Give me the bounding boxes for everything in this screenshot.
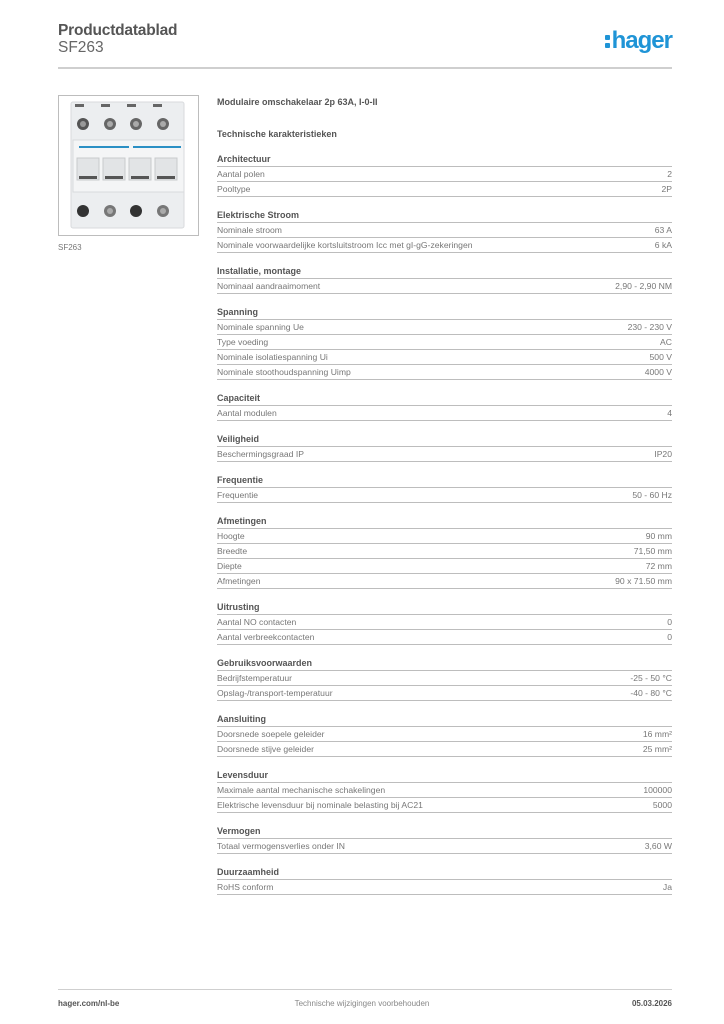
footer-divider (58, 989, 672, 990)
header-divider (58, 67, 672, 69)
spec-label: Doorsnede soepele geleider (217, 729, 325, 739)
section-heading: Uitrusting (217, 601, 672, 615)
spec-value: 25 mm² (642, 744, 672, 754)
spec-label: Nominale stroom (217, 225, 282, 235)
spec-value: 2P (661, 184, 672, 194)
spec-label: Breedte (217, 546, 248, 556)
spec-row (217, 616, 672, 630)
spec-value: 3,60 W (644, 841, 672, 851)
spec-section (217, 153, 672, 197)
spec-label: Maximale aantal mechanische schakelingen (217, 785, 386, 795)
section-heading: Aansluiting (217, 713, 672, 727)
spec-column (217, 95, 672, 895)
spec-row (217, 545, 672, 559)
section-heading: Frequentie (217, 474, 672, 488)
section-heading: Gebruiksvoorwaarden (217, 657, 672, 671)
spec-row (217, 799, 672, 813)
spec-label: Nominale spanning Ue (217, 322, 304, 332)
spec-value: 4000 V (644, 367, 672, 377)
spec-section (217, 825, 672, 854)
spec-value: 0 (667, 617, 672, 627)
spec-row (217, 239, 672, 253)
section-heading: Elektrische Stroom (217, 209, 672, 223)
footer-notice: Technische wijzigingen voorbehouden (294, 999, 430, 1008)
spec-row (217, 280, 672, 294)
spec-value: 500 V (649, 352, 672, 362)
spec-label: Hoogte (217, 531, 245, 541)
spec-value: 6 kA (654, 240, 672, 250)
spec-value: 230 - 230 V (627, 322, 672, 332)
spec-section (217, 392, 672, 421)
spec-row (217, 784, 672, 798)
spec-row (217, 321, 672, 335)
spec-value: 0 (667, 632, 672, 642)
switch-device-illustration (59, 96, 198, 235)
spec-section (217, 769, 672, 813)
spec-row (217, 575, 672, 589)
section-heading: Duurzaamheid (217, 866, 672, 880)
product-title: Modulaire omschakelaar 2p 63A, I-0-II (217, 97, 378, 107)
spec-row (217, 560, 672, 574)
spec-label: Nominaal aandraaimoment (217, 281, 321, 291)
spec-section (217, 265, 672, 294)
product-image (58, 95, 199, 236)
spec-value: Ja (662, 882, 672, 892)
section-heading: Capaciteit (217, 392, 672, 406)
spec-value: 90 x 71.50 mm (615, 576, 672, 586)
section-heading: Architectuur (217, 153, 672, 167)
section-heading: Vermogen (217, 825, 672, 839)
spec-sections (217, 153, 672, 895)
spec-label: Nominale isolatiespanning Ui (217, 352, 328, 362)
spec-row (217, 631, 672, 645)
document-title: Productdatablad (58, 22, 178, 39)
spec-label: Afmetingen (217, 576, 261, 586)
spec-label: Aantal verbreekcontacten (217, 632, 315, 642)
spec-section (217, 474, 672, 503)
spec-label: Doorsnede stijve geleider (217, 744, 314, 754)
spec-section (217, 209, 672, 253)
spec-row (217, 336, 672, 350)
spec-label: Elektrische levensduur bij nominale belasting bij AC21 (217, 800, 423, 810)
spec-value: 100000 (643, 785, 672, 795)
spec-value: 63 A (654, 225, 672, 235)
logo-colon-icon (605, 30, 610, 48)
spec-value: 5000 (652, 800, 672, 810)
spec-value: 72 mm (645, 561, 672, 571)
tech-heading: Technische karakteristieken (217, 129, 337, 139)
spec-value: 2 (667, 169, 672, 179)
hager-logo (605, 27, 672, 55)
spec-label: Diepte (217, 561, 242, 571)
spec-label: Beschermingsgraad IP (217, 449, 304, 459)
spec-value: -40 - 80 °C (630, 688, 672, 698)
spec-section (217, 433, 672, 462)
spec-label: Totaal vermogensverlies onder IN (217, 841, 346, 851)
spec-label: Nominale voorwaardelijke kortsluitstroom Icc met gI-gG-zekeringen (217, 240, 473, 250)
spec-row (217, 687, 672, 701)
spec-row (217, 183, 672, 197)
spec-value: 2,90 - 2,90 NM (615, 281, 672, 291)
spec-label: Aantal NO contacten (217, 617, 297, 627)
section-heading: Levensduur (217, 769, 672, 783)
section-heading: Installatie, montage (217, 265, 672, 279)
section-heading: Afmetingen (217, 515, 672, 529)
spec-row (217, 728, 672, 742)
spec-row (217, 743, 672, 757)
spec-row (217, 530, 672, 544)
spec-value: IP20 (654, 449, 672, 459)
spec-value: -25 - 50 °C (630, 673, 672, 683)
spec-label: Opslag-/transport-temperatuur (217, 688, 333, 698)
spec-row (217, 351, 672, 365)
spec-value: AC (660, 337, 672, 347)
spec-section (217, 306, 672, 380)
spec-label: Nominale stoothoudspanning Uimp (217, 367, 351, 377)
spec-section (217, 657, 672, 701)
section-heading: Veiligheid (217, 433, 672, 447)
spec-label: Aantal polen (217, 169, 265, 179)
spec-value: 90 mm (645, 531, 672, 541)
spec-row (217, 407, 672, 421)
spec-row (217, 881, 672, 895)
spec-value: 4 (667, 408, 672, 418)
footer-date: 05.03.2026 (631, 999, 672, 1008)
spec-section (217, 713, 672, 757)
spec-row (217, 224, 672, 238)
spec-section (217, 866, 672, 895)
spec-label: Aantal modulen (217, 408, 277, 418)
spec-row (217, 448, 672, 462)
spec-row (217, 672, 672, 686)
spec-label: Bedrijfstemperatuur (217, 673, 292, 683)
footer-website[interactable]: hager.com/nl-be (58, 999, 120, 1008)
spec-section (217, 515, 672, 589)
spec-row (217, 366, 672, 380)
image-caption: SF263 (58, 243, 82, 252)
spec-value: 50 - 60 Hz (632, 490, 672, 500)
spec-label: Pooltype (217, 184, 251, 194)
section-heading: Spanning (217, 306, 672, 320)
spec-row (217, 489, 672, 503)
spec-section (217, 601, 672, 645)
spec-label: Frequentie (217, 490, 259, 500)
spec-row (217, 840, 672, 854)
spec-row (217, 168, 672, 182)
spec-label: Type voeding (217, 337, 269, 347)
spec-value: 16 mm² (642, 729, 672, 739)
spec-value: 71,50 mm (633, 546, 672, 556)
product-code: SF263 (58, 39, 104, 56)
logo-text: hager (611, 27, 672, 54)
spec-label: RoHS conform (217, 882, 274, 892)
